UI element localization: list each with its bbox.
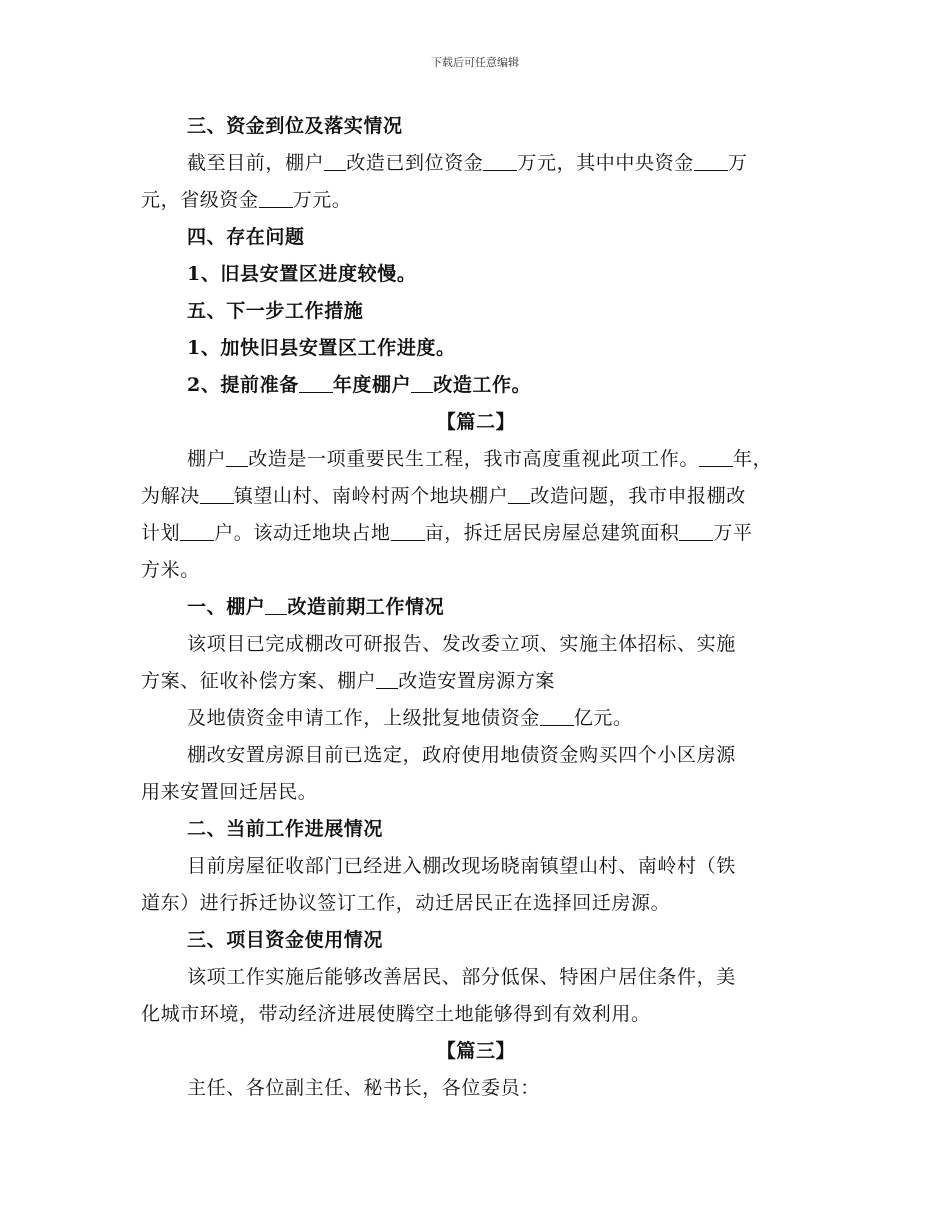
blank-underline — [265, 595, 287, 615]
text-run: 计划 — [141, 522, 181, 544]
text-run: 年， — [733, 448, 773, 470]
text-run: 方案、征收补偿方案、棚户 — [141, 670, 377, 692]
text-run: 为解决 — [141, 485, 200, 507]
blank-underline — [259, 188, 293, 208]
text-run: 三、项目资金使用情况 — [187, 929, 384, 951]
section-heading — [141, 922, 811, 959]
paragraph-line — [141, 848, 811, 885]
paragraph-line — [141, 182, 811, 219]
paragraph-line — [141, 959, 811, 996]
blank-underline — [699, 447, 733, 467]
section-heading — [141, 256, 811, 293]
section-heading — [141, 293, 811, 330]
blank-underline — [483, 151, 517, 171]
document-body — [141, 108, 811, 1107]
section-heading — [141, 330, 811, 367]
section-heading — [141, 589, 811, 626]
text-run: 四、存在问题 — [187, 226, 305, 248]
paragraph-line — [141, 478, 811, 515]
blank-underline — [391, 521, 425, 541]
section-heading — [141, 811, 811, 848]
paragraph-line — [141, 145, 811, 182]
text-run: 亿元。 — [573, 707, 633, 729]
blank-underline — [180, 521, 214, 541]
text-run: 道东）进行拆迁协议签订工作，动迁居民正在选择回迁房源。 — [141, 892, 671, 914]
text-run: 改造已到位资金 — [346, 152, 484, 174]
text-run: 亩，拆迁居民房屋总建筑面积 — [424, 522, 680, 544]
text-run: 用来安置回迁居民。 — [141, 781, 318, 803]
text-run: 该项目已完成棚改可研报告、发改委立项、实施主体招标、实施 — [187, 633, 736, 655]
text-run: 【篇三】 — [436, 1040, 516, 1062]
text-run: 年度棚户 — [332, 374, 412, 396]
paragraph-line — [141, 663, 811, 700]
text-run: 棚改安置房源目前已选定，政府使用地债资金购买四个小区房源 — [187, 744, 736, 766]
paragraph-line — [141, 700, 811, 737]
text-run: 改造前期工作情况 — [287, 596, 445, 618]
blank-underline — [200, 484, 234, 504]
text-run: 改造是一项重要民生工程，我市高度重视此项工作。 — [248, 448, 700, 470]
paragraph-line — [141, 1070, 811, 1107]
text-run: 镇望山村、南岭村两个地块棚户 — [233, 485, 509, 507]
text-run: 化城市环境，带动经济进展使腾空土地能够得到有效利用。 — [141, 1003, 651, 1025]
text-run: 三、资金到位及落实情况 — [187, 115, 403, 137]
text-run: 万 — [727, 152, 748, 174]
blank-underline — [324, 151, 346, 171]
blank-underline — [226, 447, 248, 467]
text-run: 改造问题，我市申报棚改 — [530, 485, 746, 507]
text-run: 万元。 — [292, 189, 352, 211]
paragraph-line — [141, 515, 811, 552]
text-run: 万平 — [713, 522, 753, 544]
text-run: 万元，其中中央资金 — [517, 152, 694, 174]
paragraph-line — [141, 626, 811, 663]
paragraph-line — [141, 441, 811, 478]
text-run: 棚户 — [187, 448, 227, 470]
section-heading — [141, 219, 811, 256]
text-run: 方米。 — [141, 559, 200, 581]
blank-underline — [508, 484, 530, 504]
text-run: 1、加快旧县安置区工作进度。 — [187, 337, 456, 359]
text-run: 1、旧县安置区进度较慢。 — [187, 263, 417, 285]
text-run: 【篇二】 — [436, 411, 516, 433]
blank-underline — [540, 706, 574, 726]
text-run: 元，省级资金 — [141, 189, 259, 211]
paragraph-line — [141, 996, 811, 1033]
paragraph-line — [141, 737, 811, 774]
text-run: 五、下一步工作措施 — [187, 300, 364, 322]
text-run: 二、当前工作进展情况 — [187, 818, 384, 840]
paragraph-line — [141, 774, 811, 811]
section-title — [141, 1033, 811, 1070]
blank-underline — [694, 151, 728, 171]
text-run: 该项工作实施后能够改善居民、部分低保、特困户居住条件，美 — [187, 966, 736, 988]
text-run: 改造安置房源方案 — [398, 670, 556, 692]
blank-underline — [411, 373, 433, 393]
section-heading — [141, 367, 811, 404]
paragraph-line — [141, 885, 811, 922]
text-run: 2、提前准备 — [187, 374, 299, 396]
text-run: 一、棚户 — [187, 596, 266, 618]
text-run: 目前房屋征收部门已经进入棚改现场晓南镇望山村、南岭村（铁 — [187, 855, 736, 877]
section-heading — [141, 108, 811, 145]
text-run: 户。该动迁地块占地 — [214, 522, 391, 544]
text-run: 截至目前，棚户 — [187, 152, 325, 174]
paragraph-line — [141, 552, 811, 589]
text-run: 改造工作。 — [433, 374, 532, 396]
text-run: 及地债资金申请工作，上级批复地债资金 — [187, 707, 540, 729]
page-header: 下载后可任意编辑 — [431, 56, 519, 69]
blank-underline — [376, 669, 398, 689]
section-title — [141, 404, 811, 441]
blank-underline — [299, 373, 333, 393]
blank-underline — [679, 521, 713, 541]
text-run: 主任、各位副主任、秘书长，各位委员： — [187, 1077, 540, 1099]
